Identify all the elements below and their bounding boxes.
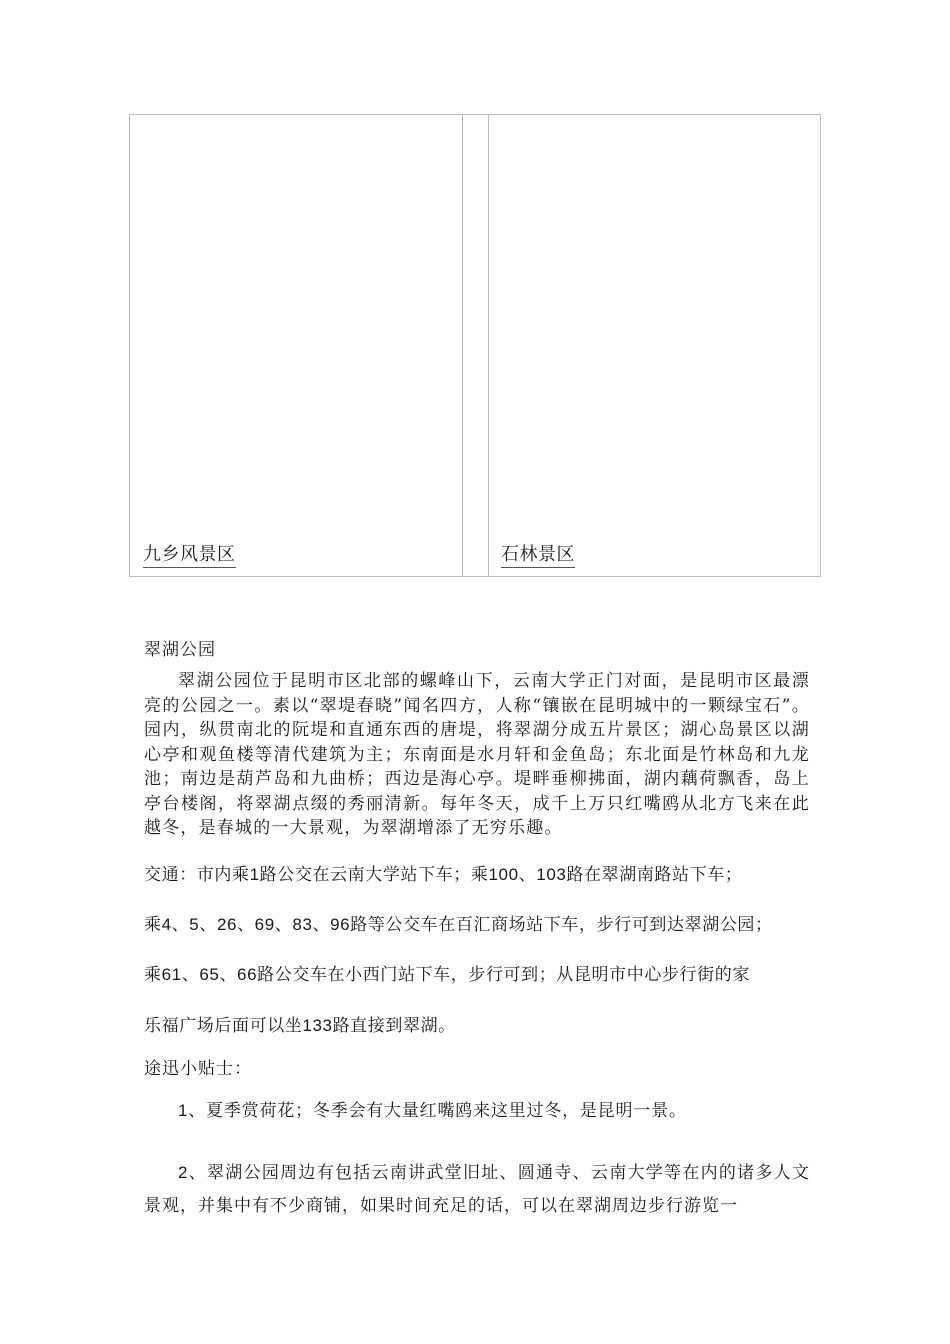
photo-cell-jiuxiang xyxy=(130,115,463,576)
photo-table xyxy=(129,114,821,577)
tips-title: 途迅小贴士： xyxy=(144,1059,252,1079)
transport-line-2: 乘4、5、26、69、83、96路等公交车在百汇商场站下车，步行可到达翠湖公园； xyxy=(144,915,773,935)
tip-item: 1、夏季赏荷花；冬季会有大量红嘴鸥来这里过冬，是昆明一景。 xyxy=(178,1101,687,1121)
transport-line-3: 乘61、65、66路公交车在小西门站下车，步行可到；从昆明市中心步行街的家 xyxy=(144,965,750,985)
transport-line-4: 乐福广场后面可以坐133路直接到翠湖。 xyxy=(144,1016,456,1036)
transport-line-1: 交通：市内乘1路公交在云南大学站下车；乘100、103路在翠湖南路站下车； xyxy=(144,865,743,885)
tip-item: 2、翠湖公园周边有包括云南讲武堂旧址、圆通寺、云南大学等在内的诸多人文景观，并集中有不少商铺，如果时间充足的话，可以在翠湖周边步行游览一 xyxy=(144,1163,810,1216)
section-title: 翠湖公园 xyxy=(144,640,216,660)
table-gap-column xyxy=(463,115,489,576)
intro-paragraph: 翠湖公园位于昆明市区北部的螺峰山下，云南大学正门对面，是昆明市区最漂亮的公园之一。素以“翠堤春晓”闻名四方，人称“镶嵌在昆明城中的一颗绿宝石”。园内，纵贯南北的阮堤和直通东西的唐堤，将翠湖分成五片景区；湖心岛景区以湖心亭和观鱼楼等清代建筑为主；东南面是水月轩和金鱼岛；东北面是竹林岛和九龙池；南边是葫芦岛和九曲桥；西边是海心亭。堤畔垂柳拂面，湖内藕荷飘香，岛上亭台楼阁，将翠湖点缀的秀丽清新。每年冬天，成千上万只红嘴鸥从北方飞来在此越冬，是春城的一大景观，为翠湖增添了无穷乐趣。 xyxy=(144,671,810,838)
photo-caption-shilin: 石林景区 xyxy=(501,544,575,568)
photo-cell-shilin xyxy=(489,115,820,576)
photo-caption-jiuxiang: 九乡风景区 xyxy=(143,544,236,568)
